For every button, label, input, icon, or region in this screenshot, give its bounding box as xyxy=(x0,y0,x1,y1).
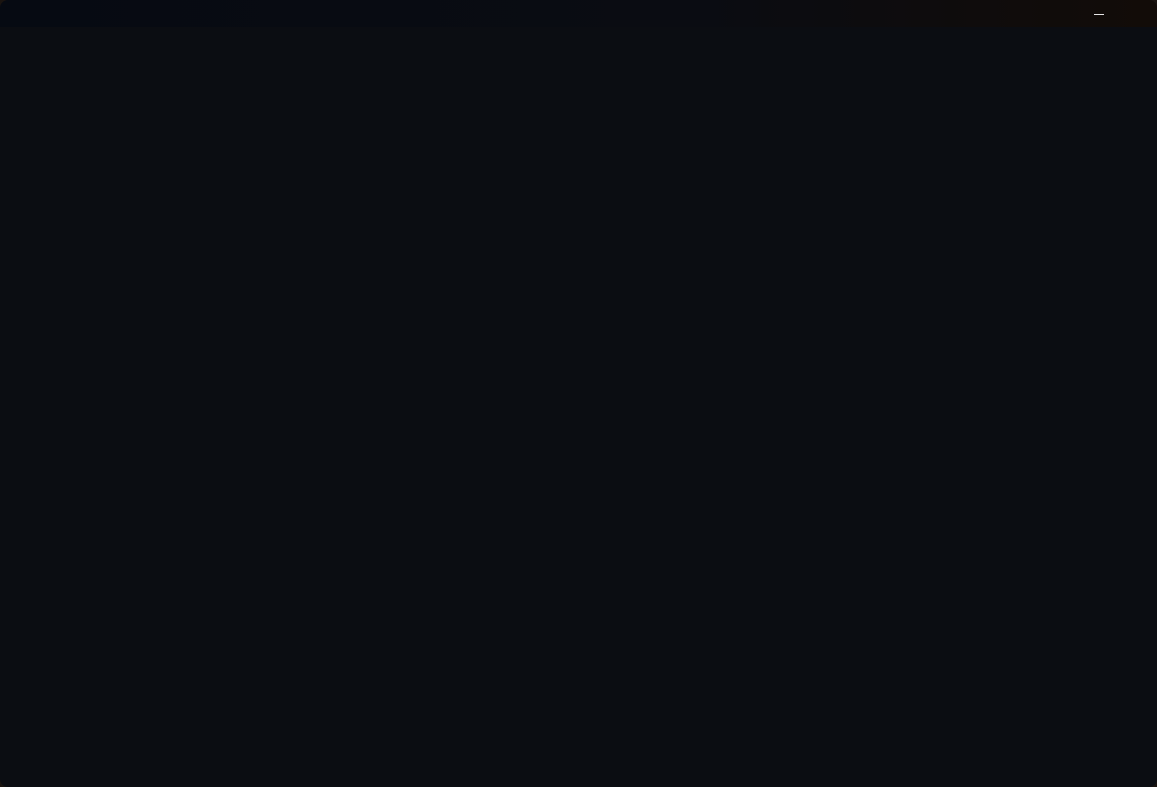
title-bar[interactable] xyxy=(0,0,1157,27)
